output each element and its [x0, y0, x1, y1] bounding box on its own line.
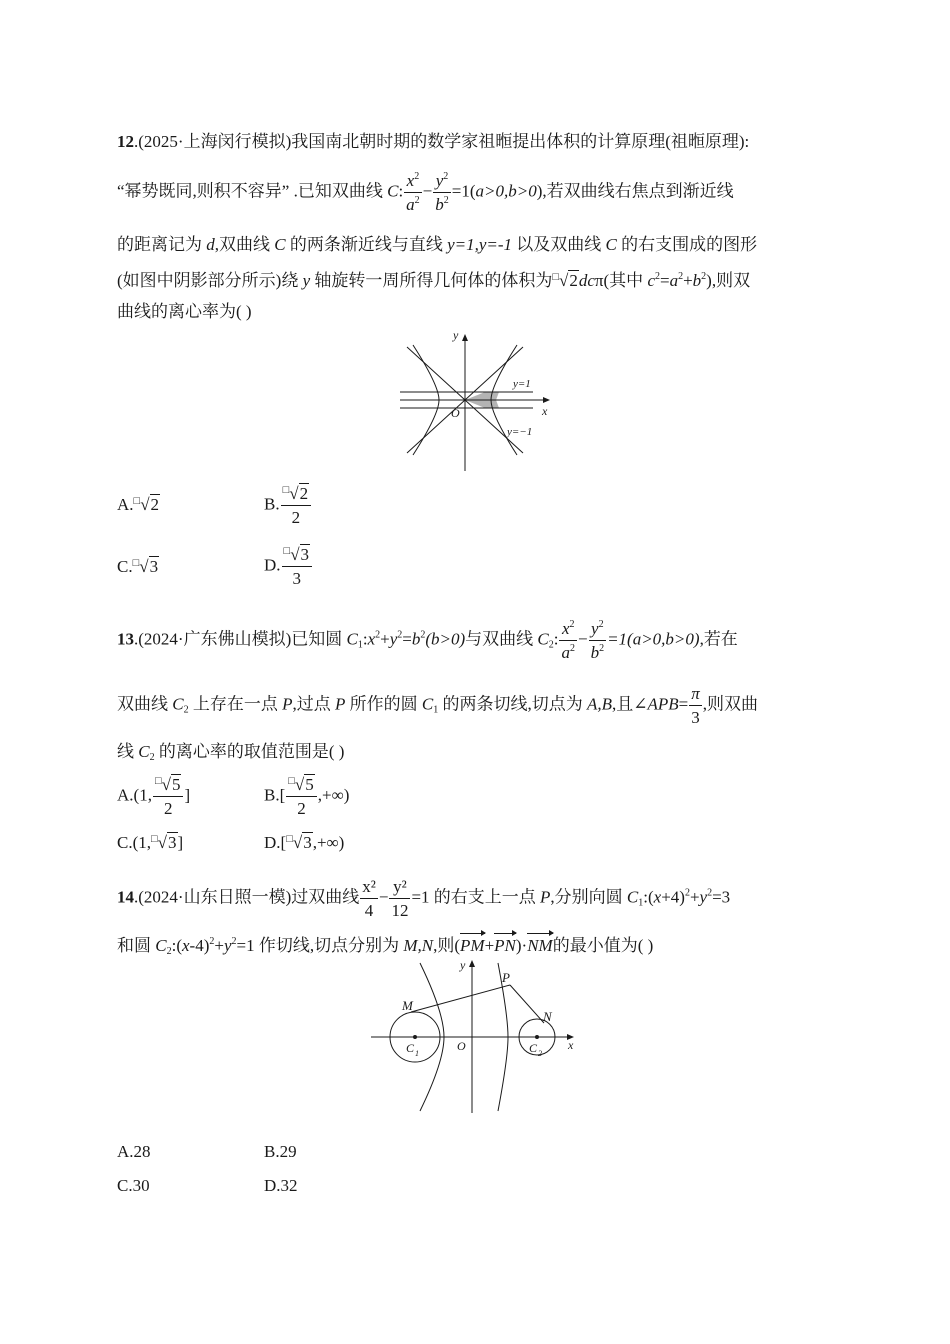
q14-t2f: ,则( — [433, 936, 461, 955]
q12-option-d[interactable]: D. $\frac{^□√3}{3}$ — [264, 546, 313, 587]
q12-line-2: “幂势既同,则积不容异” .已知双曲线 C: $\frac{x^2}{a^2}$ − $\frac{y^2}{b^2}$ =1(a>0,b>0),若双曲线右焦点到渐近线 — [117, 171, 734, 214]
q13-line-3: 线 $C_2$ 的离心率的取值范围是( ) — [117, 742, 345, 763]
q13-optD-label: D.[ — [264, 833, 287, 852]
q12-t4a: (如图中阴影部分所示)绕 — [117, 271, 303, 290]
q13-three: 3 — [691, 708, 700, 727]
q13-t2a: 双曲线 — [117, 694, 173, 714]
q14-t2e: M,N — [403, 936, 434, 955]
q12-line-1 — [117, 131, 749, 153]
q13-option-a[interactable]: A.(1, $\frac{^□√5}{2}$ ] — [117, 775, 191, 818]
q14-t2b: :( — [171, 936, 182, 955]
q12-t3c: 的两条渐近线与直线 — [285, 235, 448, 254]
q13-optB-label: B.[ — [264, 785, 286, 805]
q12-lines: y=1,y=-1 — [447, 235, 513, 254]
q13-optA-rad: 5 — [171, 775, 181, 794]
q14-label-c1: C — [406, 1041, 415, 1055]
q14-label-c2-sub: 2 — [538, 1049, 542, 1058]
q12-t4d: ),则双 — [706, 271, 751, 290]
q14-t1a: 过双曲线 — [291, 887, 360, 907]
q13-option-c[interactable]: C.(1,□√3] — [117, 833, 184, 852]
q14-label-m: M — [402, 998, 413, 1013]
q12-quote: “幂势既同,则积不容异” — [117, 181, 290, 201]
q13-option-d[interactable]: D.[□√3,+∞) — [264, 833, 345, 852]
q13-t3b: 的离心率的取值范围是( ) — [154, 742, 345, 761]
q14-t1f: +4) — [661, 887, 685, 907]
q14-label-c2: C — [529, 1041, 538, 1055]
q13-t1e: ,若在 — [699, 629, 738, 649]
q12-line-3: 的距离记为 d,双曲线 C 的两条渐近线与直线 y=1,y=-1 以及双曲线 C 的右支围成的图形 — [117, 235, 758, 254]
q14-center-c2 — [535, 1035, 539, 1039]
q12-optB-rad: 2 — [299, 484, 309, 503]
q14-option-d[interactable] — [264, 1176, 298, 1196]
q12-t3e: 以及双曲线 — [512, 235, 606, 254]
q12-label-y: y — [453, 328, 459, 342]
q12-option-b[interactable]: B. $\frac{^□√2}{2}$ — [264, 485, 312, 526]
q14-line-2: 和圆 $C_2:(x-4)^2+y^2=1$ 作切线,切点分别为 M,N,则(PM+PN)·NM的最小值为( ) — [117, 931, 653, 957]
q13-optA-label: A.(1, — [117, 785, 152, 805]
q12-y-arrow — [462, 334, 468, 341]
q12-t3f: 的右支围成的图形 — [616, 235, 758, 254]
q14-y-arrow — [469, 960, 475, 967]
q14-fx: x² — [360, 878, 378, 899]
q12-optD-den: 3 — [292, 569, 302, 588]
q14-label-origin: O — [457, 1039, 466, 1053]
q12-t3a: 的距离记为 — [117, 235, 207, 254]
q14-t1e: x — [653, 887, 662, 907]
q14-option-c[interactable] — [117, 1176, 150, 1196]
q12-optB-label: B. — [264, 494, 280, 514]
q12-optD-label: D. — [264, 555, 281, 575]
q12-t4b: 轴旋转一周所得几何体的体积为 — [310, 271, 553, 290]
q13-optB-rad: 5 — [305, 775, 314, 794]
q12-text-2d: ),若双曲线右焦点到渐近线 — [536, 181, 734, 201]
q12-t4c: (其中 — [603, 271, 648, 290]
q12-text-2: .已知双曲线 — [289, 181, 388, 201]
q14-label-n: N — [543, 1009, 552, 1024]
q13-optC-rad: 3 — [168, 833, 177, 852]
q13-t2b: 上存在一点 — [188, 694, 283, 714]
q14-t2a: 和圆 — [117, 936, 156, 955]
q13-optD-rad: 3 — [303, 833, 312, 852]
q14-center-c1 — [413, 1035, 417, 1039]
q14-number: 14 — [117, 887, 134, 907]
q12-label-x: x — [542, 404, 548, 418]
q12-t5: 曲线的离心率为( ) — [117, 302, 252, 321]
q14-vec-pn: PN — [494, 931, 516, 957]
q13-pi: π — [691, 684, 700, 703]
q12-option-a[interactable]: A.□√2 — [117, 495, 160, 514]
q12-figure — [395, 325, 565, 475]
q13-t1c: 与双曲线 — [465, 629, 538, 649]
q14-vec-nm: NM — [527, 931, 553, 957]
q13-source: .(2024·广东佛山模拟) — [134, 629, 292, 649]
q13-optD-end: ,+∞) — [312, 833, 345, 852]
q14-t1b: =1 的右支上一点 — [411, 887, 541, 907]
q13-t2g: ,且∠ — [612, 694, 648, 714]
q13-t2f: A,B — [586, 694, 612, 714]
q14-figure — [368, 955, 588, 1115]
q12-t3b: ,双曲线 — [214, 235, 275, 254]
q13-optB-end: ,+∞) — [317, 785, 350, 805]
q13-t2h: APB — [647, 694, 679, 714]
q12-optB-den: 2 — [291, 508, 301, 527]
q13-t2j: ,则双曲 — [702, 694, 759, 714]
q14-label-p: P — [502, 970, 510, 985]
q12-text-1: 我国南北朝时期的数学家祖暅提出体积的计算原理(祖暅原理): — [291, 132, 750, 151]
q13-t1d: =1(a>0,b>0) — [607, 629, 700, 649]
q14-optD-label: D.32 — [264, 1176, 298, 1195]
q13-t2c: ,过点 — [292, 694, 335, 714]
q12-optC-rad: 3 — [149, 557, 159, 576]
q13-t2i: = — [678, 694, 689, 714]
q14-tangent-pm — [411, 985, 510, 1012]
q13-t1b: (b>0) — [425, 629, 466, 649]
q13-optA-den: 2 — [163, 799, 173, 818]
q13-optC-label: C.(1, — [117, 833, 151, 852]
q12-cond: a>0,b>0 — [475, 181, 537, 201]
q14-t2c: -4) — [189, 936, 210, 955]
q12-number: 12 — [117, 132, 134, 151]
q14-optC-label: C.30 — [117, 1176, 150, 1195]
q13-line-2: 双曲线 $C_2$ 上存在一点 P,过点 P 所作的圆 $C_1$ 的两条切线,切点为 A,B,且∠APB= $\frac{\pi}{3}$ ,则双曲 — [117, 684, 759, 727]
q12-optD-rad: 3 — [300, 545, 310, 564]
q12-option-c[interactable]: C.□√3 — [117, 557, 159, 576]
q12-label-origin: O — [451, 406, 460, 420]
q14-option-b[interactable] — [264, 1142, 297, 1162]
q12-label-y-1: y=−1 — [507, 426, 533, 438]
q14-fxd: 4 — [364, 901, 374, 920]
q14-t1c: ,分别向圆 — [550, 887, 627, 907]
q14-label-x: x — [568, 1038, 574, 1052]
q14-fyd: 12 — [391, 901, 409, 920]
q13-line-1: 13.(2024·广东佛山模拟)已知圆 $C_1:x^2+y^2=b^2(b>0)$与双曲线 $C_2$: $\frac{x^2}{a^2}$ − $\frac{y^2}{b^2}$ =1(a>0,b>0),若在 — [117, 619, 738, 662]
q14-line-1: 14.(2024·山东日照一模)过双曲线 $\frac{\text{x²}}{4}$ − $\frac{\text{y²}}{12}$ =1 的右支上一点 P,分别向圆 $C_1:(x+4)^2+y^2=3$ — [117, 877, 731, 920]
q12-source: .(2025·上海闵行模拟) — [134, 132, 292, 151]
q13-optC-end: ] — [177, 833, 184, 852]
q14-optB-label: B.29 — [264, 1142, 297, 1161]
q13-option-b[interactable]: B.[ $\frac{^□√5}{2}$ ,+∞) — [264, 775, 350, 818]
q13-optA-end: ] — [184, 785, 191, 805]
q14-t2d: =1 作切线,切点分别为 — [236, 936, 404, 955]
q12-optA-label: A. — [117, 495, 134, 514]
q12-label-y1: y=1 — [513, 378, 531, 390]
q13-t2d: 所作的圆 — [345, 694, 422, 714]
q13-optB-den: 2 — [297, 799, 306, 818]
q14-t1d: :( — [643, 887, 654, 907]
q12-x-arrow — [543, 397, 550, 403]
q14-option-a[interactable] — [117, 1142, 151, 1162]
q14-vec-pm: PM — [460, 931, 485, 957]
q14-t2h: 的最小值为( ) — [552, 936, 654, 955]
q14-optA-label: A.28 — [117, 1142, 151, 1161]
q14-source: .(2024·山东日照一模) — [134, 887, 292, 907]
q14-label-y: y — [460, 958, 466, 972]
q13-number: 13 — [117, 629, 134, 649]
q13-t2e: 的两条切线,切点为 — [438, 694, 587, 714]
q14-t2g: )· — [515, 936, 528, 955]
q12-optA-rad: 2 — [150, 495, 160, 514]
q12-line-4: (如图中阴影部分所示)绕 y 轴旋转一周所得几何体的体积为□√2dcπ(其中 $c^2=a^2+b^2$),则双 — [117, 271, 751, 290]
q14-t1g: =3 — [712, 887, 731, 907]
q12-line-5 — [117, 301, 252, 323]
q13-t1a: 已知圆 — [291, 629, 347, 649]
q14-tangent-pn — [510, 985, 544, 1023]
q12-optC-label: C. — [117, 557, 133, 576]
q13-t3a: 线 — [117, 742, 139, 761]
q12-eq: =1( — [451, 181, 476, 201]
q14-label-c1-sub: 1 — [415, 1049, 419, 1058]
q14-fy: y² — [389, 878, 410, 899]
